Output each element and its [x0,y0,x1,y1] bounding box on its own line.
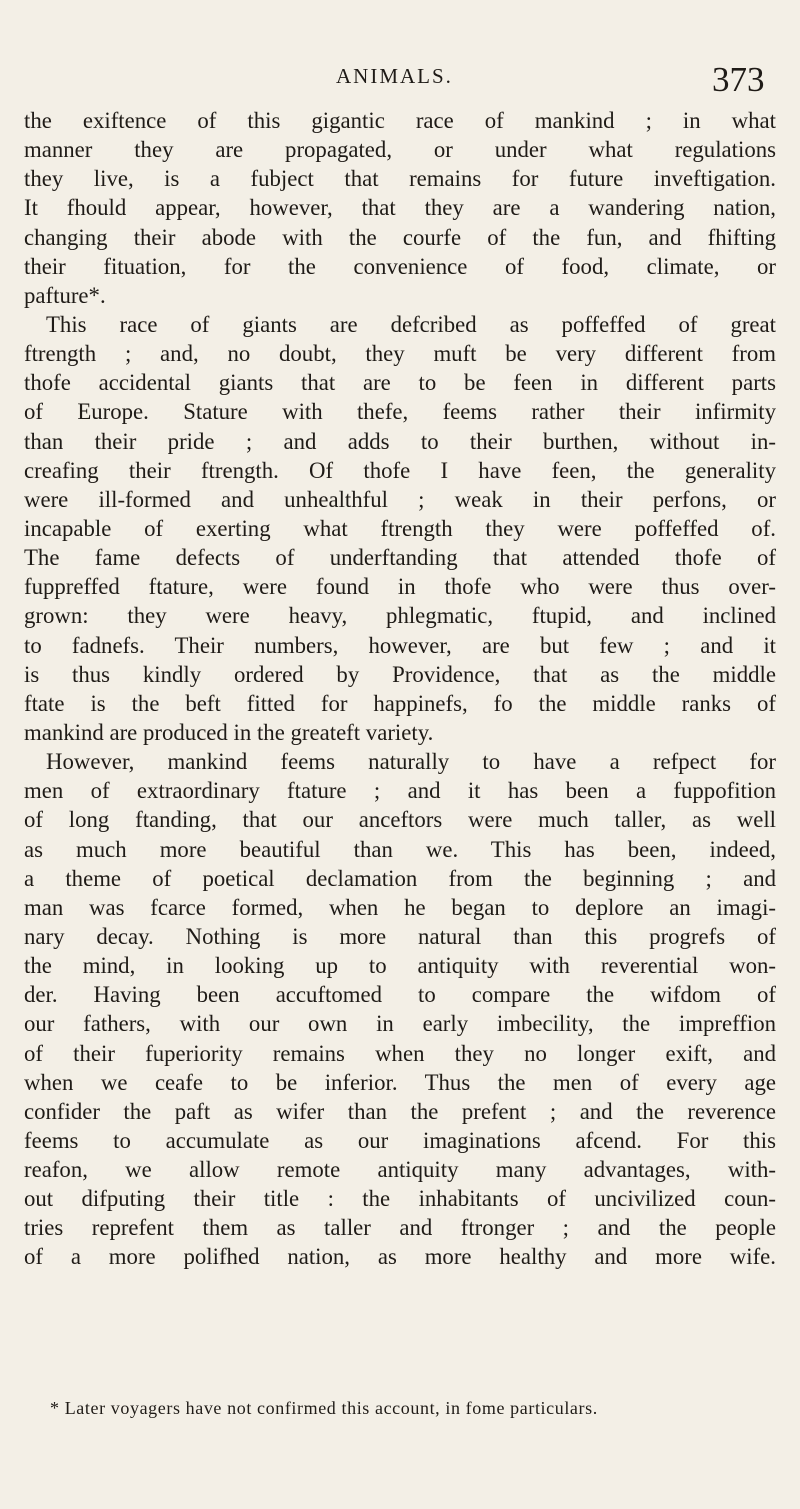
text-line: nary decay. Nothing is more natural than this progrefs of [24,923,776,949]
text-line: to fadnefs. Their numbers, however, are but few ; and it [24,632,776,658]
text-line: changing their abode with the courfe of the fun, and fhifting [24,224,776,250]
text-line: reafon, we allow remote antiquity many advantages, with- [24,1157,776,1183]
text-line: The fame defects of underftanding that attended thofe of [24,545,776,571]
text-line: our fathers, with our own in early imbecility, the impreffion [24,1011,776,1037]
text-line: tries reprefent them as taller and ftronger ; and the people [24,1215,776,1241]
text-line: the mind, in looking up to antiquity with reverential won- [24,953,776,979]
text-line: than their pride ; and adds to their burthen, without in- [24,428,776,454]
text-line: as much more beautiful than we. This has been, indeed, [24,836,776,862]
text-line: of a more polifhed nation, as more healthy and more wife. [24,1244,776,1270]
text-line: However, mankind feems naturally to have a refpect for [46,749,776,775]
text-line: This race of giants are defcribed as poffeffed of great [46,311,776,337]
text-line: feems to accumulate as our imaginations afcend. For this [24,1127,776,1153]
text-line: man was fcarce formed, when he began to deplore an imagi- [24,894,776,920]
text-line: der. Having been accuftomed to compare the wifdom of [24,982,776,1008]
running-title: ANIMALS. [336,64,453,88]
text-line: thofe accidental giants that are to be feen in different parts [24,370,776,396]
running-head [0,60,800,110]
text-line: a theme of poetical declamation from the beginning ; and [24,865,776,891]
text-line: of long ftanding, that our anceftors were much taller, as well [24,807,776,833]
text-line: of their fuperiority remains when they no longer exift, and [24,1040,776,1066]
footnote: * Later voyagers have not confirmed this account, in fome particulars. [50,1398,598,1418]
text-line: the exiftence of this gigantic race of mankind ; in what [24,108,776,133]
text-line: manner they are propagated, or under what regulations [24,137,776,163]
text-line: grown: they were heavy, phlegmatic, ftupid, and inclined [24,603,776,629]
page-number: 373 [712,60,765,99]
text-line: of Europe. Stature with thefe, feems rather their infirmity [24,399,776,425]
text-line: were ill-formed and unhealthful ; weak in their perfons, or [24,486,776,512]
text-line: It fhould appear, however, that they are a wandering nation, [24,195,776,221]
text-line: out difputing their title : the inhabitants of uncivilized coun- [24,1186,776,1212]
text-line: ftate is the beft fitted for happinefs, fo the middle ranks of [24,690,776,716]
text-line: creafing their ftrength. Of thofe I have feen, the generality [24,457,776,483]
body-text [24,106,776,1272]
text-line: is thus kindly ordered by Providence, that as the middle [24,661,776,687]
text-line: their fituation, for the convenience of food, climate, or [24,253,776,279]
text-line: they live, is a fubject that remains for future inveftigation. [24,166,776,192]
text-line: mankind are produced in the greateft variety. [24,719,434,745]
text-line: men of extraordinary ftature ; and it has been a fuppofition [24,778,776,804]
text-line: ftrength ; and, no doubt, they muft be very different from [24,341,776,367]
text-line: incapable of exerting what ftrength they were poffeffed of. [24,515,776,541]
text-line: pafture*. [24,282,106,308]
text-line: confider the paft as wifer than the prefent ; and the reverence [24,1098,776,1124]
text-line: when we ceafe to be inferior. Thus the men of every age [24,1069,776,1095]
text-line: fuppreffed ftature, were found in thofe who were thus over- [24,574,776,600]
